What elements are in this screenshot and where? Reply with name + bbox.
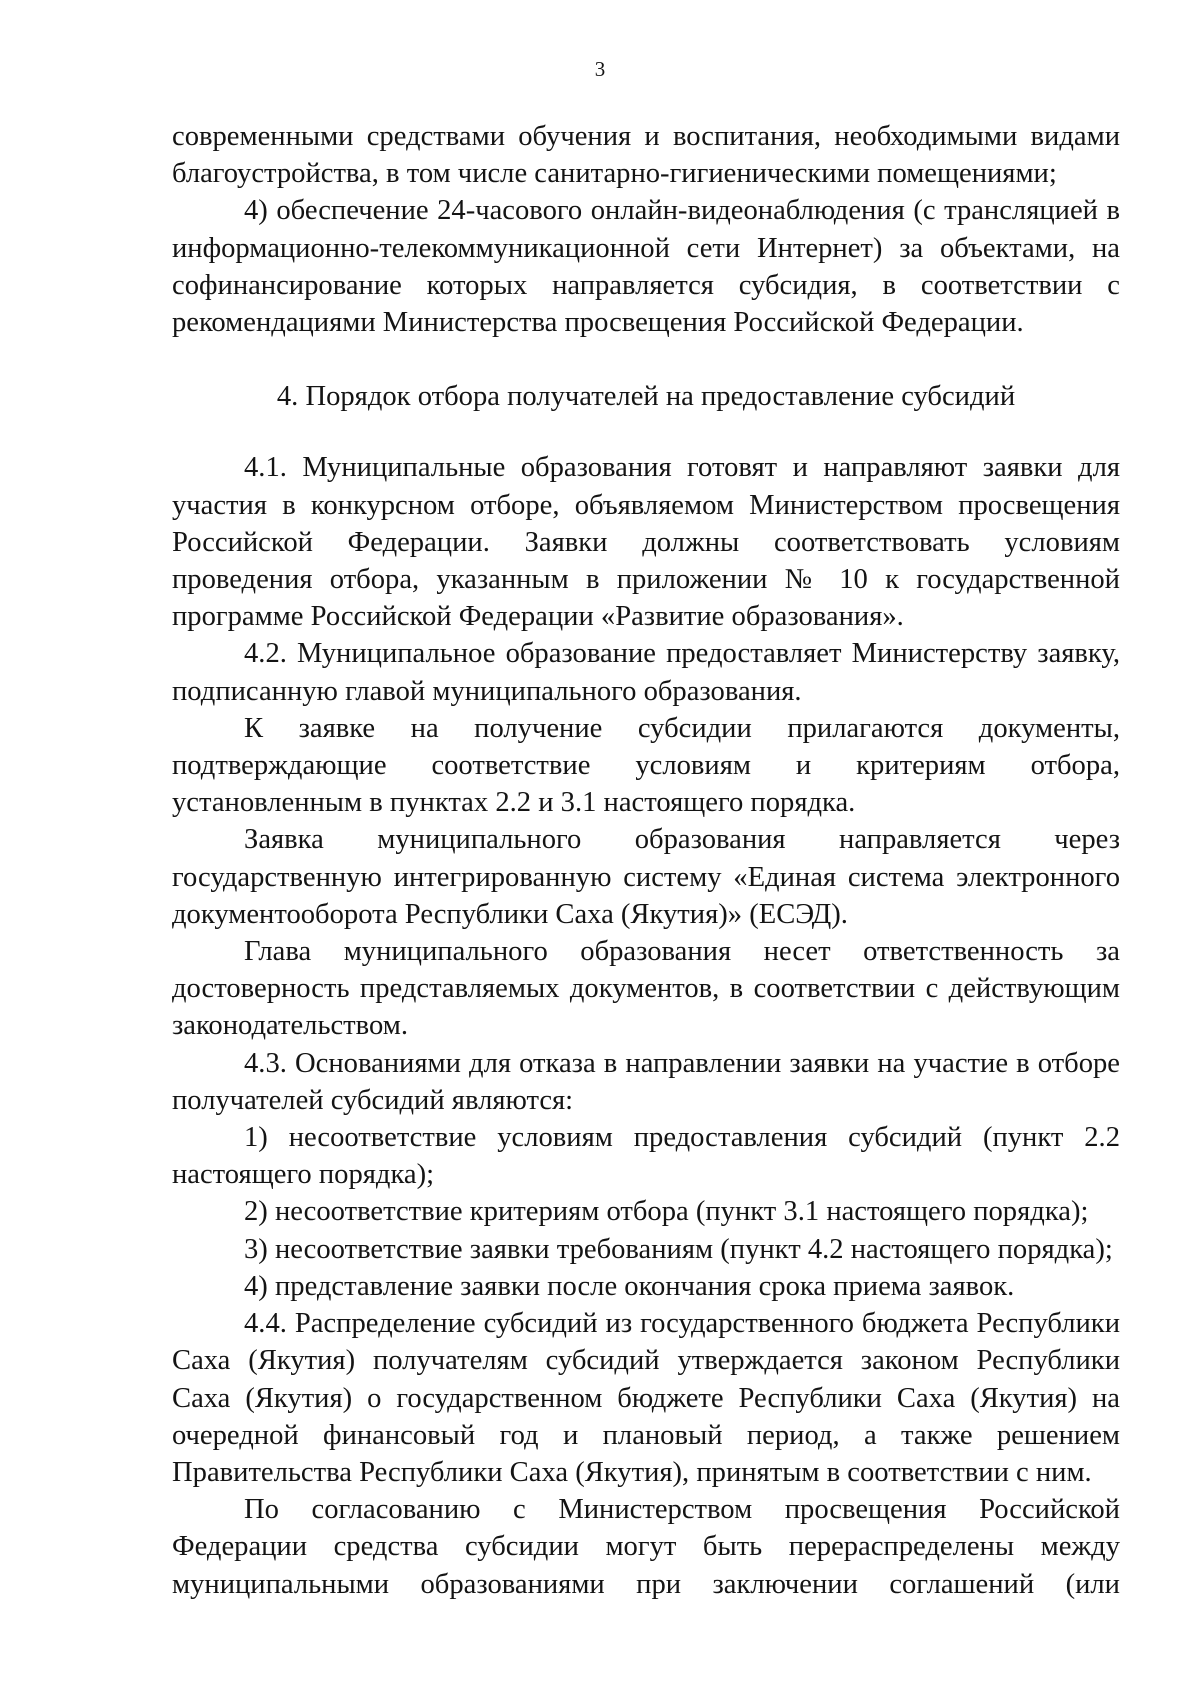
paragraph-attachments: К заявке на получение субсидии прилагаются документы, подтверждающие соответствие условиям и критериям отбора, установленным в пунктах 2.2 и 3.1 настоящего порядка. <box>172 712 1120 819</box>
list-item-2: 2) несоответствие критериям отбора (пункт 3.1 настоящего порядка); <box>244 1196 1089 1228</box>
list-item-3: 3) несоответствие заявки требованиям (пункт 4.2 настоящего порядка); <box>244 1233 1113 1265</box>
document-body <box>172 118 1120 1603</box>
list-item-1: 1) несоответствие условиям предоставления субсидий (пункт 2.2 настоящего порядка); <box>172 1122 1120 1191</box>
paragraph-redistribution: По согласованию с Министерством просвещения Российской Федерации средства субсидии могут быть перераспределены между муниципальными образованиями при заключении соглашений (или <box>172 1494 1120 1600</box>
page-number: 3 <box>594 57 606 81</box>
list-item-4: 4) представление заявки после окончания срока приема заявок. <box>244 1270 1015 1302</box>
paragraph-4-1: 4.1. Муниципальные образования готовят и направляют заявки для участия в конкурсном отборе, объявляемом Министерством просвещения Российской Федерации. Заявки должны соответствовать условиям проведения отбора, указанным в приложении № 10 к государственной программе Российской Федерации «Развитие образования». <box>172 452 1120 633</box>
paragraph-responsibility: Глава муниципального образования несет ответственность за достоверность представляемых документов, в соответствии с действующим законодательством. <box>172 936 1120 1042</box>
paragraph-4-4: 4.4. Распределение субсидий из государственного бюджета Республики Саха (Якутия) получателям субсидий утверждается законом Республики Саха (Якутия) о государственном бюджете Республики Саха (Якутия) на очередной финансовый год и плановый период, а также решением Правительства Республики Саха (Якутия), принятым в соответствии с ним. <box>172 1308 1120 1488</box>
paragraph-item-4: 4) обеспечение 24-часового онлайн-видеонаблюдения (с трансляцией в информационно-телекоммуникационной сети Интернет) за объектами, на софинансирование которых направляется субсидия, в соответствии с рекомендациями Министерства просвещения Российской Федерации. <box>172 195 1120 339</box>
paragraph-4-3: 4.3. Основаниями для отказа в направлении заявки на участие в отборе получателей субсидий являются: <box>172 1047 1120 1116</box>
paragraph-submission: Заявка муниципального образования направляется через государственную интегрированную систему «Единая система электронного документооборота Республики Саха (Якутия)» (ЕСЭД). <box>172 824 1120 930</box>
paragraph-4-2: 4.2. Муниципальное образование предоставляет Министерству заявку, подписанную главой муниципального образования. <box>172 638 1120 707</box>
section-heading: 4. Порядок отбора получателей на предоставление субсидий <box>276 381 1016 413</box>
paragraph-continuation: современными средствами обучения и воспитания, необходимыми видами благоустройства, в том числе санитарно-гигиеническими помещениями; <box>172 121 1120 190</box>
